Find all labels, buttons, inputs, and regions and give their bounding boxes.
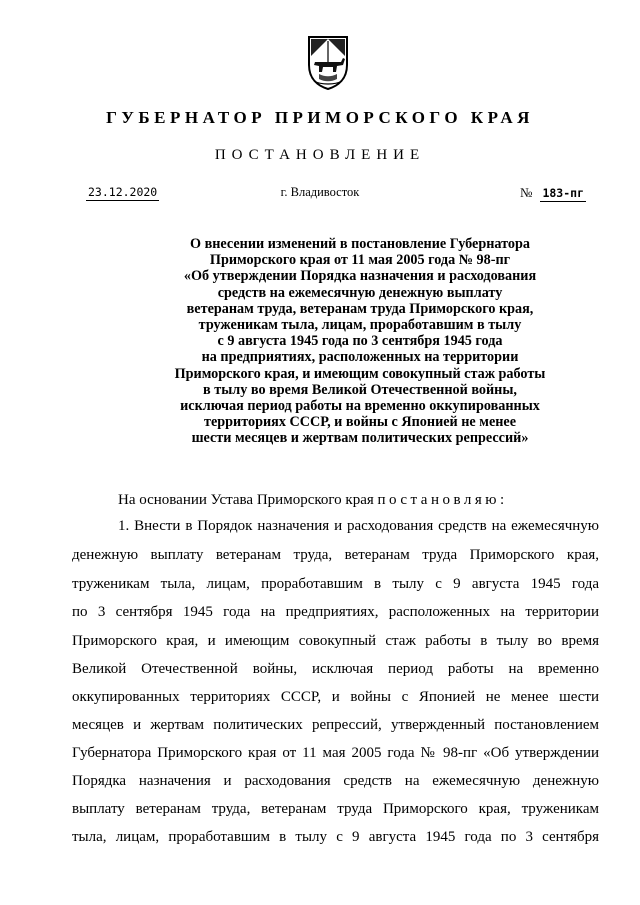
document-type: ПОСТАНОВЛЕНИЕ: [214, 147, 426, 163]
body-line: Великой Отечественной войны, исключая период работы на временно: [72, 661, 599, 677]
body-line: 1. Внести в Порядок назначения и расходования средств на ежемесячную: [118, 518, 599, 534]
title-line: в тылу во время Великой Отечественной войны,: [203, 381, 517, 398]
body-line: денежную выплату ветеранам труда, ветеранам труда Приморского края,: [72, 547, 599, 563]
body-line: оккупированных территориях СССР, и войны с Японией не менее шести: [72, 689, 599, 705]
issuing-authority: ГУБЕРНАТОР ПРИМОРСКОГО КРАЯ: [106, 108, 534, 127]
body-line: по 3 сентября 1945 года на предприятиях, расположенных на территории: [72, 604, 599, 620]
title-line: труженикам тыла, лицам, проработавшим в тылу: [198, 317, 522, 334]
document-number-block: [520, 185, 586, 201]
body-line: Губернатора Приморского края от 11 мая 2005 года № 98-пг «Об утверждении: [72, 745, 599, 761]
title-line: ветеранам труда, ветеранам труда Приморского края,: [186, 300, 534, 317]
document-city: г. Владивосток: [280, 185, 360, 199]
title-line: территориях СССР, и войны с Японией не менее: [203, 414, 517, 431]
title-line: исключая период работы на временно оккупированных: [180, 398, 540, 415]
intro-line: [118, 492, 508, 509]
title-line: Приморского края, и имеющим совокупный стаж работы: [174, 365, 546, 382]
body-line: месяцев и жертвам политических репрессий, утвержденный постановлением: [72, 717, 599, 733]
title-line: «Об утверждении Порядка назначения и расходования: [183, 268, 537, 285]
title-line: на предприятиях, расположенных на территории: [201, 349, 519, 366]
body-line: Приморского края, и имеющим совокупный стаж работы в тылу во время: [72, 633, 599, 649]
body-line: тыла, лицам, проработавшим в тылу с 9 августа 1945 года по 3 сентября: [72, 829, 599, 845]
document-date: 23.12.2020: [88, 185, 158, 199]
coat-of-arms-icon: [306, 35, 350, 91]
title-line: средств на ежемесячную денежную выплату: [217, 284, 503, 301]
body-line: труженикам тыла, лицам, проработавшим в тылу с 9 августа 1945 года: [72, 576, 599, 592]
number-label: №: [520, 185, 533, 200]
document-title: [150, 236, 570, 447]
title-line: с 9 августа 1945 года по 3 сентября 1945 года: [217, 333, 503, 350]
intro-text: На основании Устава Приморского края: [118, 492, 374, 508]
body-line: выплату ветеранам труда, ветеранам труда Приморского края, труженикам: [72, 801, 599, 817]
title-line: Приморского края от 11 мая 2005 года № 98-пг: [209, 252, 511, 269]
title-line: О внесении изменений в постановление Губернатора: [190, 236, 530, 252]
document-number: 183-пг: [542, 186, 584, 200]
title-line: шести месяцев и жертвам политических репрессий»: [191, 430, 529, 447]
body-line: Порядка назначения и расходования средств на ежемесячную денежную: [72, 773, 599, 789]
intro-decree-word: постановляю:: [377, 492, 508, 508]
